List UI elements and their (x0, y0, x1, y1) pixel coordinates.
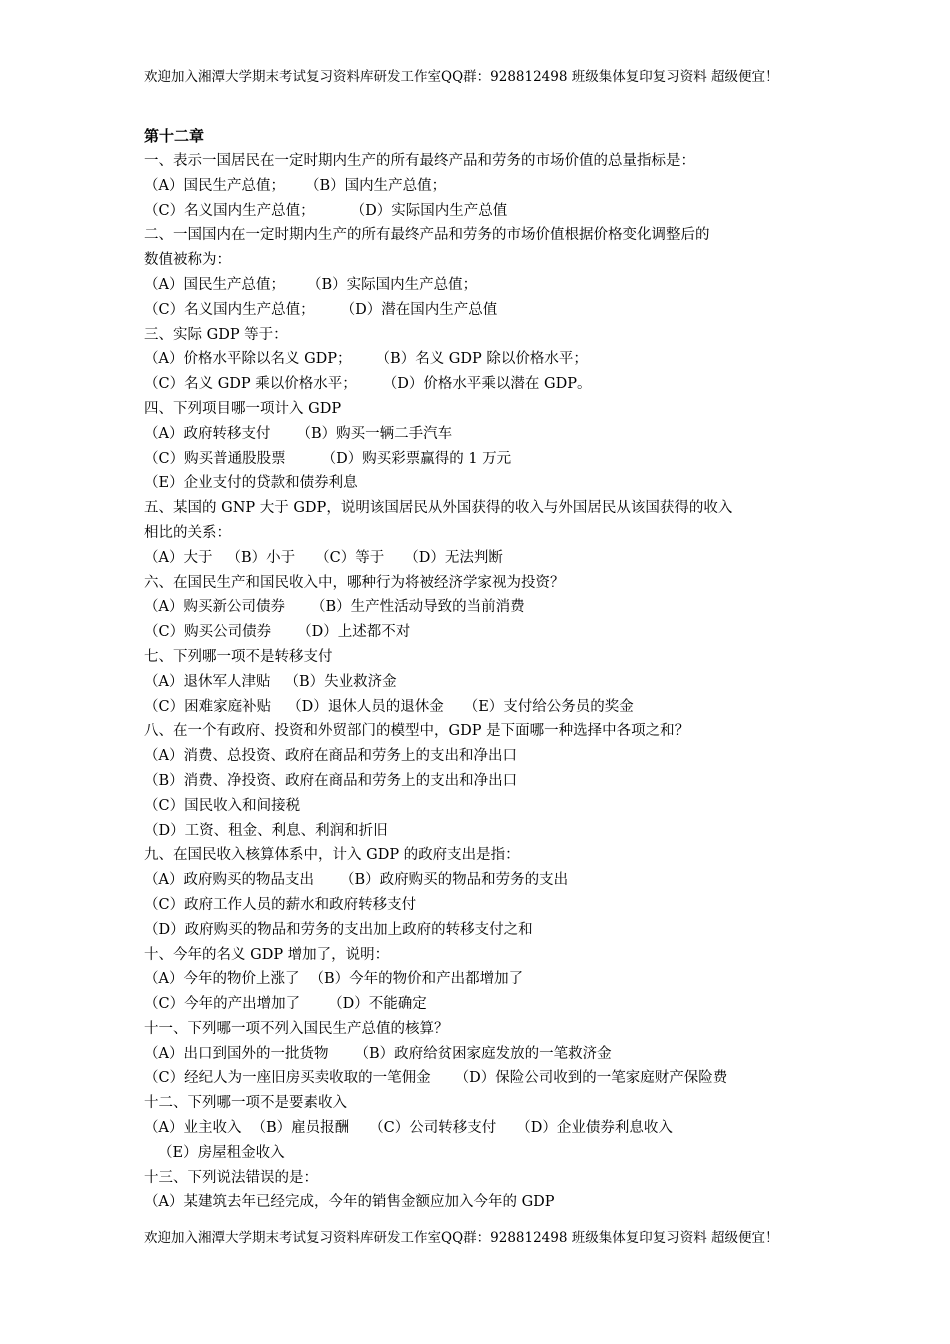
question-item (144, 1017, 844, 1091)
answer-option: （C）购买普通股股票 (144, 450, 286, 467)
answer-option: （B）名义 GDP 除以价格水平； (375, 351, 588, 368)
question-item (144, 1166, 844, 1216)
page-footer-note: 欢迎加入湘潭大学期末考试复习资料库研发工作室QQ群：928812498 班级集体复印复习资料 超级便宜！ (144, 1230, 779, 1246)
answer-option: （B）消费、净投资、政府在商品和劳务上的支出和净出口 (144, 772, 518, 789)
answer-option: （A）业主收入 (144, 1120, 242, 1137)
question-item (144, 223, 844, 322)
answer-option: （C）等于 (315, 549, 385, 566)
answer-option: （C）国民收入和间接税 (144, 797, 301, 814)
question-stem: 四、下列项目哪一项计入 GDP (144, 400, 342, 417)
answer-option: （A）某建筑去年已经完成，今年的销售金额应加入今年的 GDP (144, 1194, 555, 1211)
option-line (144, 868, 844, 893)
option-line (144, 447, 844, 472)
answer-option: （E）企业支付的贷款和债券利息 (144, 475, 358, 492)
question-stem: 十三、下列说法错误的是： (144, 1169, 318, 1186)
answer-option: （B）政府购买的物品和劳务的支出 (339, 872, 569, 889)
answer-option: （D）价格水平乘以潜在 GDP。 (382, 376, 592, 393)
answer-option: （A）政府转移支付 (144, 425, 271, 442)
answer-option: （A）国民生产总值； (144, 276, 285, 293)
question-item (144, 323, 844, 397)
answer-option: （A）消费、总投资、政府在商品和劳务上的支出和净出口 (144, 748, 517, 765)
question-item (144, 719, 844, 843)
answer-option: （B）国内生产总值； (304, 177, 447, 194)
option-line (144, 744, 844, 769)
option-line (144, 546, 844, 571)
answer-option: （B）小于 (226, 549, 296, 566)
question-stem: 六、在国民生产和国民收入中，哪种行为将被经济学家视为投资？ (144, 574, 565, 591)
question-item (144, 571, 844, 645)
question-item (144, 496, 844, 570)
option-line (144, 1190, 844, 1215)
option-line (144, 893, 844, 918)
answer-option: （C）名义 GDP 乘以价格水平； (144, 376, 357, 393)
question-stem: 九、在国民收入核算体系中，计入 GDP 的政府支出是指： (144, 847, 520, 864)
option-line (144, 595, 844, 620)
option-line (144, 298, 844, 323)
answer-option: （B）购买一辆二手汽车 (296, 425, 453, 442)
question-item (144, 397, 844, 496)
option-line (144, 1141, 844, 1166)
answer-option: （D）不能确定 (328, 996, 427, 1013)
option-line (144, 620, 844, 645)
option-line (144, 695, 844, 720)
answer-option: （A）价格水平除以名义 GDP； (144, 351, 352, 368)
option-line (144, 347, 844, 372)
answer-option: （C）经纪人为一座旧房买卖收取的一笔佣金 (144, 1070, 431, 1087)
question-stem: 三、实际 GDP 等于： (144, 326, 288, 343)
answer-option: （D）保险公司收到的一笔家庭财产保险费 (454, 1070, 728, 1087)
option-line (144, 199, 844, 224)
option-line (144, 1066, 844, 1091)
question-stem: 七、下列哪一项不是转移支付 (144, 648, 333, 665)
answer-option: （D）企业债券利息收入 (516, 1120, 673, 1137)
answer-option: （B）实际国内生产总值； (306, 276, 478, 293)
answer-option: （E）支付给公务员的奖金 (463, 698, 634, 715)
answer-option: （C）名义国内生产总值； (144, 202, 315, 219)
answer-option: （B）生产性活动导致的当前消费 (310, 599, 525, 616)
answer-option: （A）大于 (144, 549, 213, 566)
question-stem: 十、今年的名义 GDP 增加了，说明： (144, 946, 390, 963)
answer-option: （C）困难家庭补贴 (144, 698, 272, 715)
question-stem: 数值被称为： (144, 252, 231, 269)
option-line (144, 992, 844, 1017)
answer-option: （C）购买公司债券 (144, 624, 272, 641)
answer-option: （D）上述都不对 (297, 624, 411, 641)
answer-option: （A）出口到国外的一批货物 (144, 1045, 329, 1062)
question-stem: 五、某国的 GNP 大于 GDP，说明该国居民从外国获得的收入与外国居民从该国获得的收入 (144, 500, 733, 517)
question-item (144, 843, 844, 942)
option-line (144, 794, 844, 819)
page-header-note: 欢迎加入湘潭大学期末考试复习资料库研发工作室QQ群：928812498 班级集体复印复习资料 超级便宜！ (144, 69, 779, 85)
answer-option: （C）政府工作人员的薪水和政府转移支付 (144, 896, 417, 913)
answer-option: （D）购买彩票赢得的 1 万元 (321, 450, 512, 467)
question-stem: 二、一国国内在一定时期内生产的所有最终产品和劳务的市场价值根据价格变化调整后的 (144, 227, 710, 244)
answer-option: （A）购买新公司债券 (144, 599, 285, 616)
answer-option: （B）雇员报酬 (251, 1120, 350, 1137)
option-line (144, 174, 844, 199)
option-line (144, 422, 844, 447)
answer-option: （D）退休人员的退休金 (287, 698, 444, 715)
option-line (144, 819, 844, 844)
option-line (144, 273, 844, 298)
question-stem: 十一、下列哪一项不列入国民生产总值的核算？ (144, 1020, 449, 1037)
answer-option: （C）名义国内生产总值； (144, 301, 315, 318)
answer-option: （D）潜在国内生产总值 (340, 301, 498, 318)
answer-option: （A）国民生产总值； (144, 177, 285, 194)
question-item (144, 943, 844, 1017)
answer-option: （A）政府购买的物品支出 (144, 872, 314, 889)
answer-option: （B）政府给贫困家庭发放的一笔救济金 (354, 1045, 612, 1062)
option-line (144, 471, 844, 496)
answer-option: （E）房屋租金收入 (158, 1144, 285, 1161)
question-stem: 一、表示一国居民在一定时期内生产的所有最终产品和劳务的市场价值的总量指标是： (144, 153, 695, 169)
option-line (144, 1116, 844, 1141)
answer-option: （B）失业救济金 (284, 673, 397, 690)
answer-option: （B）今年的物价和产出都增加了 (309, 971, 524, 988)
option-line (144, 1042, 844, 1067)
option-line (144, 918, 844, 943)
answer-option: （D）政府购买的物品和劳务的支出加上政府的转移支付之和 (144, 921, 533, 938)
answer-option: （D）实际国内生产总值 (350, 202, 508, 219)
chapter-title: 第十二章 (144, 127, 205, 145)
question-stem: 八、在一个有政府、投资和外贸部门的模型中，GDP 是下面哪一种选择中各项之和？ (144, 723, 690, 740)
question-item (144, 645, 844, 719)
answer-option: （D）工资、租金、利息、利润和折旧 (144, 822, 388, 839)
answer-option: （D）无法判断 (404, 549, 503, 566)
question-item (144, 1091, 844, 1165)
question-stem: 十二、下列哪一项不是要素收入 (144, 1095, 347, 1112)
answer-option: （C）今年的产出增加了 (144, 996, 301, 1013)
page-content (144, 124, 844, 1215)
answer-option: （A）今年的物价上涨了 (144, 971, 300, 988)
question-stem: 相比的关系： (144, 524, 231, 541)
answer-option: （C）公司转移支付 (369, 1120, 497, 1137)
question-list (144, 149, 844, 1215)
option-line (144, 670, 844, 695)
option-line (144, 769, 844, 794)
answer-option: （A）退休军人津贴 (144, 673, 271, 690)
option-line (144, 967, 844, 992)
question-item (144, 149, 844, 223)
option-line (144, 372, 844, 397)
